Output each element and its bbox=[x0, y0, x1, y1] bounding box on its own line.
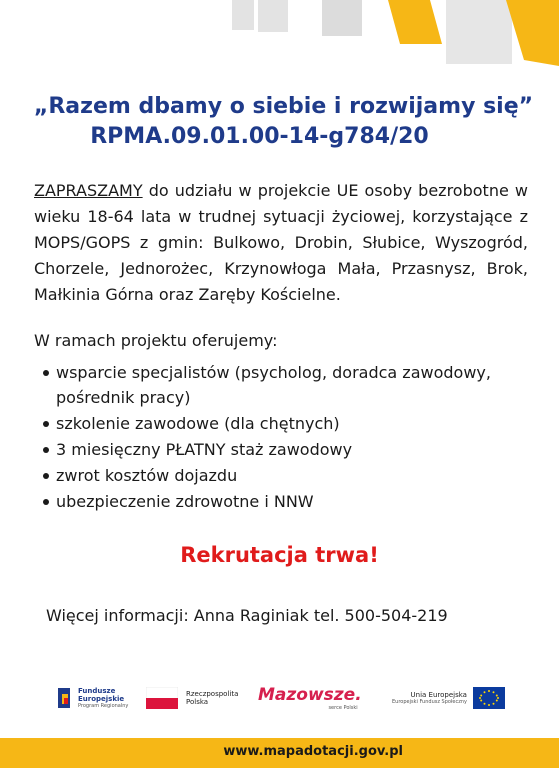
header-decoration bbox=[0, 0, 559, 70]
project-number: RPMA.09.01.00-14-g784/20 bbox=[90, 124, 429, 149]
offer-item: zwrot kosztów dojazdu bbox=[40, 463, 530, 488]
header-bar-gray-4 bbox=[446, 0, 512, 64]
polish-flag-icon bbox=[146, 687, 178, 709]
logo-strip bbox=[0, 676, 559, 720]
header-bar-yellow-1 bbox=[388, 0, 442, 44]
offer-item: ubezpieczenie zdrowotne i NNW bbox=[40, 489, 530, 514]
mazowsze-tagline: serce Polski bbox=[328, 705, 358, 711]
project-slogan: „Razem dbamy o siebie i rozwijamy się” bbox=[33, 94, 534, 119]
rp-line2: Polska bbox=[186, 698, 209, 706]
footer-bar bbox=[0, 738, 559, 768]
fe-emblem-icon bbox=[56, 686, 74, 710]
offer-item: wsparcie specjalistów (psycholog, doradca zawodowy, pośrednik pracy) bbox=[40, 360, 530, 410]
offer-heading: W ramach projektu oferujemy: bbox=[34, 331, 278, 350]
header-bar-gray-3 bbox=[322, 0, 362, 36]
header-bar-yellow-2 bbox=[506, 0, 559, 66]
mazowsze-logo bbox=[258, 676, 362, 720]
header-bar-gray-1 bbox=[232, 0, 254, 30]
fe-line2: Europejskie bbox=[78, 695, 125, 703]
fe-line1: Fundusze bbox=[78, 687, 116, 695]
website-link[interactable]: www.mapadotacji.gov.pl bbox=[223, 744, 403, 759]
header-bar-gray-2 bbox=[258, 0, 288, 32]
recruitment-status: Rekrutacja trwa! bbox=[180, 543, 379, 567]
rzeczpospolita-polska-logo bbox=[146, 676, 238, 720]
fundusze-europejskie-logo bbox=[56, 676, 128, 720]
mazowsze-wordmark: Mazowsze. bbox=[258, 685, 362, 705]
intro-text: do udziału w projekcie UE osoby bezrobotne w wieku 18-64 lata w trudnej sytuacji życiowej, korzystające z MOPS/GOPS z gmin: Bulkowo, Drobin, Słubice, Wyszogród, Chorzele, Jednorożec, Krzynowłoga Mała, Przasnysz, Brok, Małkinia Górna oraz Zaręby Kościelne. bbox=[34, 181, 528, 304]
unia-europejska-logo bbox=[392, 676, 505, 720]
project-title bbox=[0, 92, 559, 152]
eu-line2: Europejski Fundusz Społeczny bbox=[392, 699, 467, 705]
rp-line1: Rzeczpospolita bbox=[186, 690, 239, 698]
fe-line3: Program Regionalny bbox=[78, 703, 129, 709]
offer-item: szkolenie zawodowe (dla chętnych) bbox=[40, 411, 530, 436]
eu-line1: Unia Europejska bbox=[410, 691, 467, 699]
offer-item: 3 miesięczny PŁATNY staż zawodowy bbox=[40, 437, 530, 462]
intro-paragraph bbox=[34, 178, 528, 308]
offer-list bbox=[40, 360, 530, 515]
invite-lead: ZAPRASZAMY bbox=[34, 181, 143, 200]
eu-flag-icon bbox=[473, 687, 505, 709]
contact-info: Więcej informacji: Anna Raginiak tel. 500-504-219 bbox=[46, 606, 448, 625]
